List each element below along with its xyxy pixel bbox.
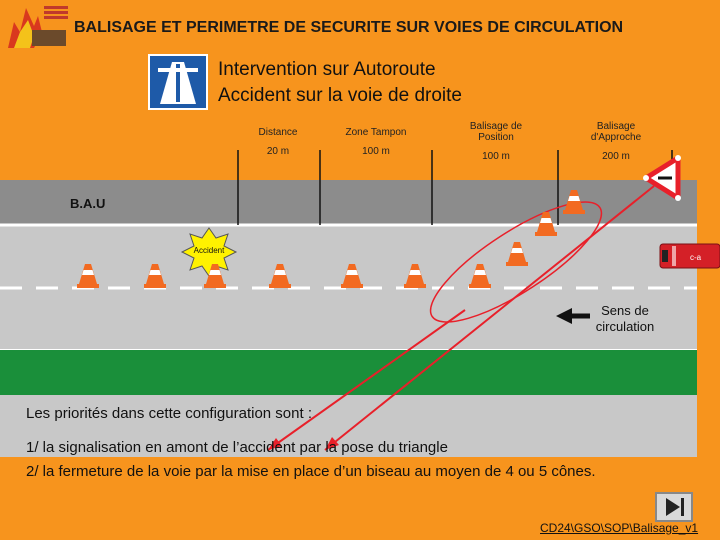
footer-link[interactable]: CD24\GSO\SOP\Balisage_v1 <box>540 521 699 535</box>
buffer-zone-label: Zone Tampon <box>345 127 407 138</box>
shoulder-label: B.A.U <box>70 196 106 211</box>
next-slide-icon <box>657 494 691 520</box>
page-title: BALISAGE ET PERIMETRE DE SECURITE SUR VOIES DE CIRCULATION <box>74 19 624 36</box>
traffic-cone-icon <box>563 190 585 214</box>
distance-value: 20 m <box>266 146 290 157</box>
direction-label: Sens de circulation <box>595 303 655 334</box>
next-slide-button[interactable] <box>655 492 693 522</box>
svg-text:c-a: c-a <box>690 253 702 262</box>
traffic-cone-icon <box>204 264 226 288</box>
buffer-zone-value: 100 m <box>362 146 390 157</box>
traffic-cone-icon <box>506 242 528 266</box>
position-marking-label: Balisage de Position <box>469 121 523 143</box>
accident-label: Accident <box>193 246 225 255</box>
traffic-cone-icon <box>269 264 291 288</box>
priorities-heading: Les priorités dans cette configuration sont : <box>26 405 312 422</box>
heading-line-2: Accident sur la voie de droite <box>218 85 462 106</box>
heading-line-1: Intervention sur Autoroute <box>218 59 436 80</box>
priority-item-1: 1/ la signalisation en amont de l’accident par la pose du triangle <box>26 439 448 456</box>
traffic-cone-icon <box>535 212 557 236</box>
traffic-cone-icon <box>77 264 99 288</box>
traffic-cone-icon <box>469 264 491 288</box>
position-marking-value: 100 m <box>482 151 510 162</box>
distance-label: Distance <box>258 127 298 138</box>
traffic-cone-icon <box>144 264 166 288</box>
approach-marking-value: 200 m <box>602 151 630 162</box>
traffic-cone-icon <box>341 264 363 288</box>
traffic-cone-icon <box>404 264 426 288</box>
priority-item-2: 2/ la fermeture de la voie par la mise en place d’un biseau au moyen de 4 ou 5 cônes. <box>26 463 596 480</box>
approach-marking-label: Balisage d'Approche <box>590 121 642 143</box>
